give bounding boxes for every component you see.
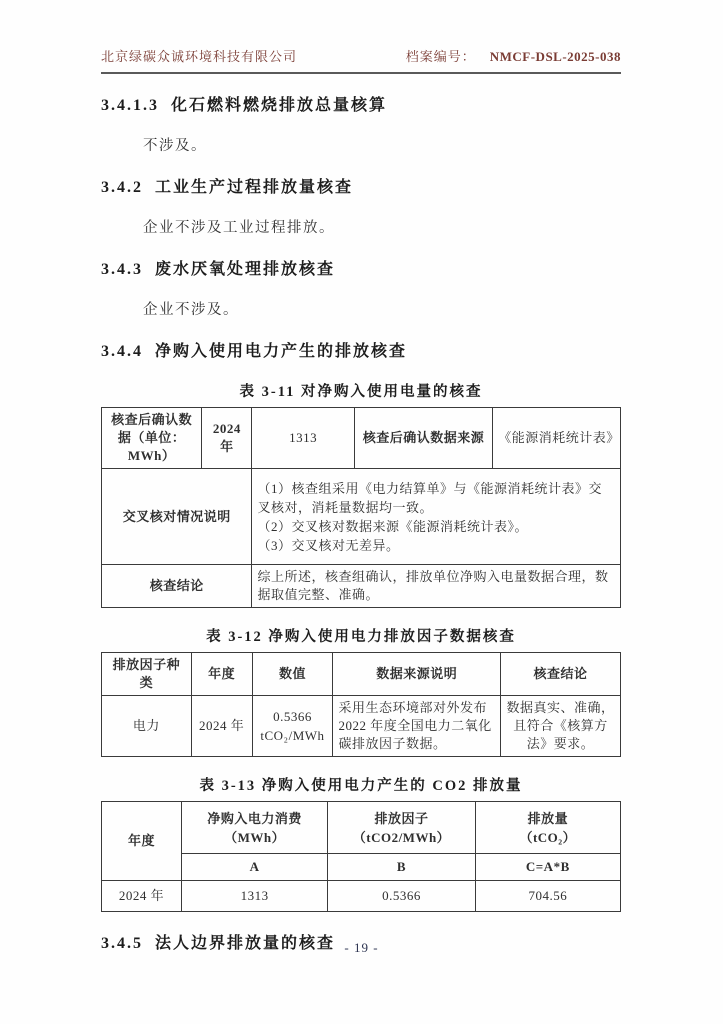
data-source-label-cell: 核查后确认数据来源 bbox=[354, 408, 493, 469]
file-number-label: 档案编号： bbox=[405, 49, 476, 64]
table-3-13 bbox=[101, 801, 621, 912]
conclusion-content-cell: 综上所述，核查组确认，排放单位净购入电量数据合理，数据取值完整、准确。 bbox=[252, 565, 621, 608]
table-3-11-title: 表 3-11 对净购入使用电量的核查 bbox=[239, 384, 483, 400]
header-year: 年度 bbox=[102, 802, 182, 881]
emission-amount-unit: （tCO₂） bbox=[519, 829, 577, 845]
row-factor-cell: 0.5366 bbox=[328, 881, 475, 912]
year-cell: 2024 年 bbox=[202, 408, 252, 469]
electricity-value-cell: 1313 bbox=[252, 408, 354, 469]
file-number-block bbox=[406, 46, 621, 65]
header-value: 数值 bbox=[252, 653, 333, 696]
cross-check-label-cell: 交叉核对情况说明 bbox=[102, 469, 252, 565]
data-source-cell: 《能源消耗统计表》 bbox=[493, 408, 621, 469]
table-3-12-title: 表 3-12 净购入使用电力排放因子数据核查 bbox=[206, 629, 516, 645]
header-consumption bbox=[181, 802, 327, 854]
header-emission-factor bbox=[328, 802, 475, 854]
formula-b-cell: B bbox=[328, 854, 475, 881]
factor-value-cell bbox=[252, 696, 333, 757]
factor-value: 0.5366 bbox=[273, 709, 312, 724]
table-row bbox=[102, 565, 621, 608]
cross-check-line-2: （2）交叉核对数据来源《能源消耗统计表》。 bbox=[257, 518, 528, 534]
page-content bbox=[101, 46, 621, 955]
conclusion-label-cell: 核查结论 bbox=[102, 565, 252, 608]
section-heading-3-4-1-3: 3.4.1.3 化石燃料燃烧排放总量核算 bbox=[101, 97, 388, 114]
cross-check-line-3: （3）交叉核对无差异。 bbox=[257, 537, 400, 553]
section-heading-3-4-2: 3.4.2 工业生产过程排放量核查 bbox=[101, 179, 354, 196]
table-header-row bbox=[102, 802, 621, 854]
factor-type-cell: 电力 bbox=[102, 696, 192, 757]
row-year-cell: 2024 年 bbox=[102, 881, 182, 912]
table-header-row bbox=[102, 653, 621, 696]
section-heading-3-4-4: 3.4.4 净购入使用电力产生的排放核查 bbox=[101, 343, 408, 360]
cross-check-content-cell bbox=[252, 469, 621, 565]
table-3-11 bbox=[101, 407, 621, 608]
formula-c-cell: C=A*B bbox=[475, 854, 620, 881]
emission-factor-name: 排放因子 bbox=[374, 810, 429, 826]
table-3-12 bbox=[101, 652, 621, 757]
emission-amount-name: 排放量 bbox=[527, 810, 569, 826]
table-row bbox=[102, 469, 621, 565]
factor-unit: tCO₂/MWh bbox=[260, 728, 325, 743]
factor-source-cell: 采用生态环境部对外发布 2022 年度全国电力二氧化碳排放因子数据。 bbox=[333, 696, 501, 757]
table-row bbox=[102, 696, 621, 757]
document-header bbox=[101, 46, 621, 74]
header-conclusion: 核查结论 bbox=[501, 653, 621, 696]
emission-factor-header-stack bbox=[333, 809, 469, 847]
emission-amount-header-stack bbox=[481, 809, 615, 847]
table-3-13-title: 表 3-13 净购入使用电力产生的 CO2 排放量 bbox=[199, 778, 523, 794]
confirmed-data-label-cell: 核查后确认数据（单位：MWh） bbox=[102, 408, 202, 469]
header-factor-type: 排放因子种类 bbox=[102, 653, 192, 696]
company-name: 北京绿碳众诚环境科技有限公司 bbox=[101, 49, 298, 64]
paragraph-3-4-2: 企业不涉及工业过程排放。 bbox=[143, 220, 335, 236]
paragraph-3-4-1-3: 不涉及。 bbox=[143, 138, 207, 154]
section-heading-3-4-5: 3.4.5 法人边界排放量的核查 bbox=[101, 935, 336, 952]
factor-conclusion-cell: 数据真实、准确，且符合《核算方法》要求。 bbox=[501, 696, 621, 757]
page-number: - 19 - bbox=[344, 940, 379, 955]
emission-factor-unit: （tCO2/MWh） bbox=[352, 829, 451, 845]
consumption-name: 净购入电力消费 bbox=[207, 810, 302, 826]
paragraph-3-4-3: 企业不涉及。 bbox=[143, 302, 239, 318]
table-row bbox=[102, 881, 621, 912]
header-source: 数据来源说明 bbox=[333, 653, 501, 696]
factor-year-cell: 2024 年 bbox=[191, 696, 252, 757]
table-row bbox=[102, 408, 621, 469]
cross-check-lines bbox=[257, 479, 615, 555]
header-emission-amount bbox=[475, 802, 620, 854]
consumption-header-stack bbox=[187, 809, 322, 847]
header-year: 年度 bbox=[191, 653, 252, 696]
consumption-unit: （MWh） bbox=[224, 829, 286, 845]
cross-check-line-1: （1）核查组采用《电力结算单》与《能源消耗统计表》交叉核对，消耗量数据均一致。 bbox=[257, 480, 602, 515]
row-amount-cell: 704.56 bbox=[475, 881, 620, 912]
file-number-value: NMCF-DSL-2025-038 bbox=[489, 49, 621, 64]
factor-value-stack bbox=[258, 707, 328, 745]
formula-a-cell: A bbox=[181, 854, 327, 881]
section-heading-3-4-3: 3.4.3 废水厌氧处理排放核查 bbox=[101, 261, 336, 278]
row-consumption-cell: 1313 bbox=[181, 881, 327, 912]
